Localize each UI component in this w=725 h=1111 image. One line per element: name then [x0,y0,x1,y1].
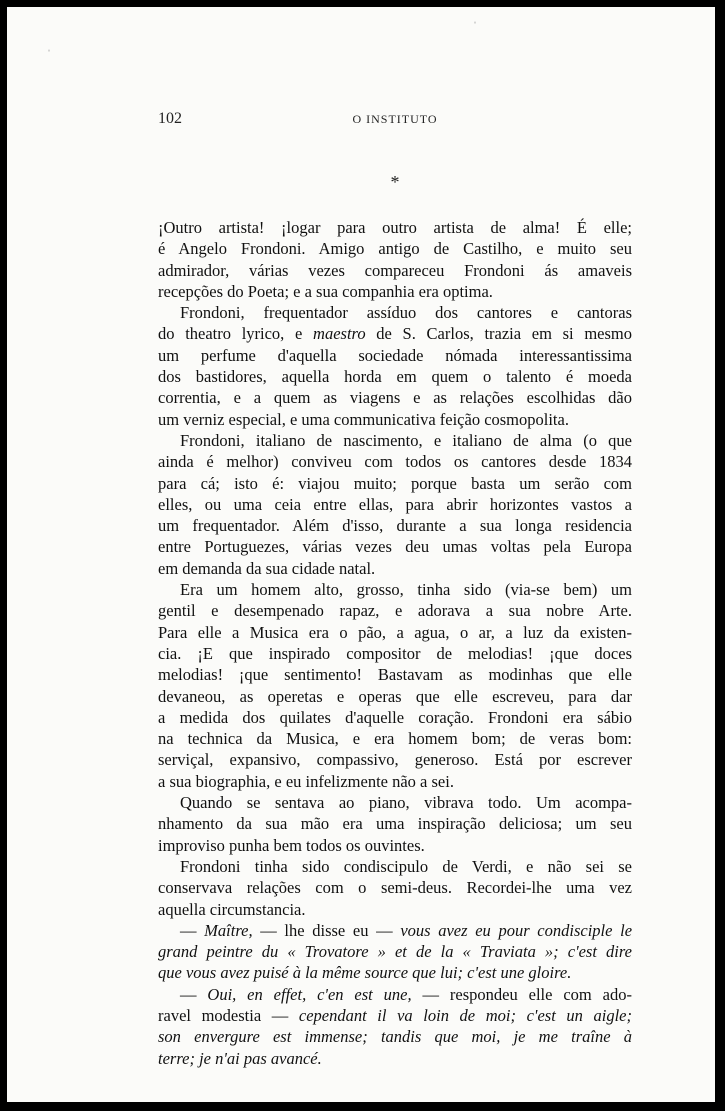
text-line: improviso punha bem todos os ouvintes. [158,835,425,855]
text-line: aquella circumstancia. [158,899,306,919]
text-line: admirador, várias vezes compareceu Frondoni ás amaveis [158,260,632,280]
text-line: ainda é melhor) conviveu com todos os cantores desde 1834 [158,452,632,472]
text-line: Para elle a Musica era o pão, a agua, o ar, a luz da existen- [158,622,632,642]
text-line: terre; je n'ai pas avancé. [158,1048,322,1068]
text-line: — Maître, — lhe disse eu — vous avez eu pour condisciple le [180,920,633,940]
text-line: elles, ou uma ceia entre ellas, para abrir horizontes vastos a [158,494,632,514]
text-line: melodias! ¡que sentimento! Bastavam as modinhas que elle [158,665,632,685]
body-text [158,217,632,1069]
text-line: que vous avez puisé à la même source que lui; c'est une gloire. [158,963,572,983]
text-line: em demanda da sua cidade natal. [158,558,376,578]
text-line: do theatro lyrico, e maestro de S. Carlos, trazia em si mesmo [158,324,632,344]
scan-mark: ˈ [473,19,477,33]
book-page [7,7,715,1102]
running-title: O INSTITUTO [352,112,438,126]
text-line: para cá; isto é: viajou muito; porque basta um serão com [158,473,632,493]
text-line: nhamento da sua mão era uma inspiração deliciosa; um seu [158,814,632,834]
text-line: a sua biographia, e eu infelizmente não a sei. [158,771,454,791]
text-line: gentil e desempenado rapaz, e adorava a sua nobre Arte. [158,601,632,621]
text-line: na technica da Musica, e era homem bom; de veras bom: [158,729,632,749]
page-header [158,110,632,130]
text-line: um perfume d'aquella sociedade nómada interessantissima [158,345,632,365]
text-line: entre Portuguezes, várias vezes deu umas voltas pela Europa [158,537,632,557]
text-line: recepções do Poeta; e a sua companhia era optima. [158,281,493,301]
text-line: é Angelo Frondoni. Amigo antigo de Castilho, e muito seu [158,239,632,259]
text-line: um frequentador. Além d'isso, durante a sua longa residencia [158,516,632,536]
section-separator: * [390,172,400,192]
text-line: grand peintre du « Trovatore » et de la « Traviata »; c'est dire [158,942,632,962]
text-line: serviçal, expansivo, compassivo, generoso. Está por escrever [158,750,632,770]
text-line: cia. ¡E que inspirado compositor de melodias! ¡que doces [158,643,632,663]
text-line: um verniz especial, e uma communicativa feição cosmopolita. [158,409,569,429]
text-line: conservava relações com o semi-deus. Recordei-lhe uma vez [158,878,632,898]
text-line: Quando se sentava ao piano, vibrava todo. Um acompa- [180,793,632,813]
text-line: Frondoni, frequentador assíduo dos cantores e cantoras [180,303,632,323]
text-line: Frondoni tinha sido condiscipulo de Verdi, e não sei se [180,856,632,876]
text-line: Era um homem alto, grosso, tinha sido (via-se bem) um [180,580,632,600]
text-line: — Oui, en effet, c'en est une, — respondeu elle com ado- [180,984,632,1004]
text-line: devaneou, as operetas e operas que elle escreveu, para dar [158,686,632,706]
text-line: ravel modestia — cependant il va loin de moi; c'est un aigle; [158,1005,633,1025]
text-line: a medida dos quilates d'aquelle coração. Frondoni era sábio [158,707,632,727]
text-line: correntia, e a quem as viagens e as relações escolhidas dão [158,388,632,408]
text-line: ¡Outro artista! ¡logar para outro artista de alma! É elle; [158,218,632,237]
scan-mark: ˈ [47,47,51,61]
text-line: dos bastidores, aquella horda em quem o talento é moeda [158,367,632,387]
page-number: 102 [158,110,182,127]
text-line: son envergure est immense; tandis que moi, je me traîne à [158,1027,632,1047]
text-line: Frondoni, italiano de nascimento, e italiano de alma (o que [180,430,632,450]
